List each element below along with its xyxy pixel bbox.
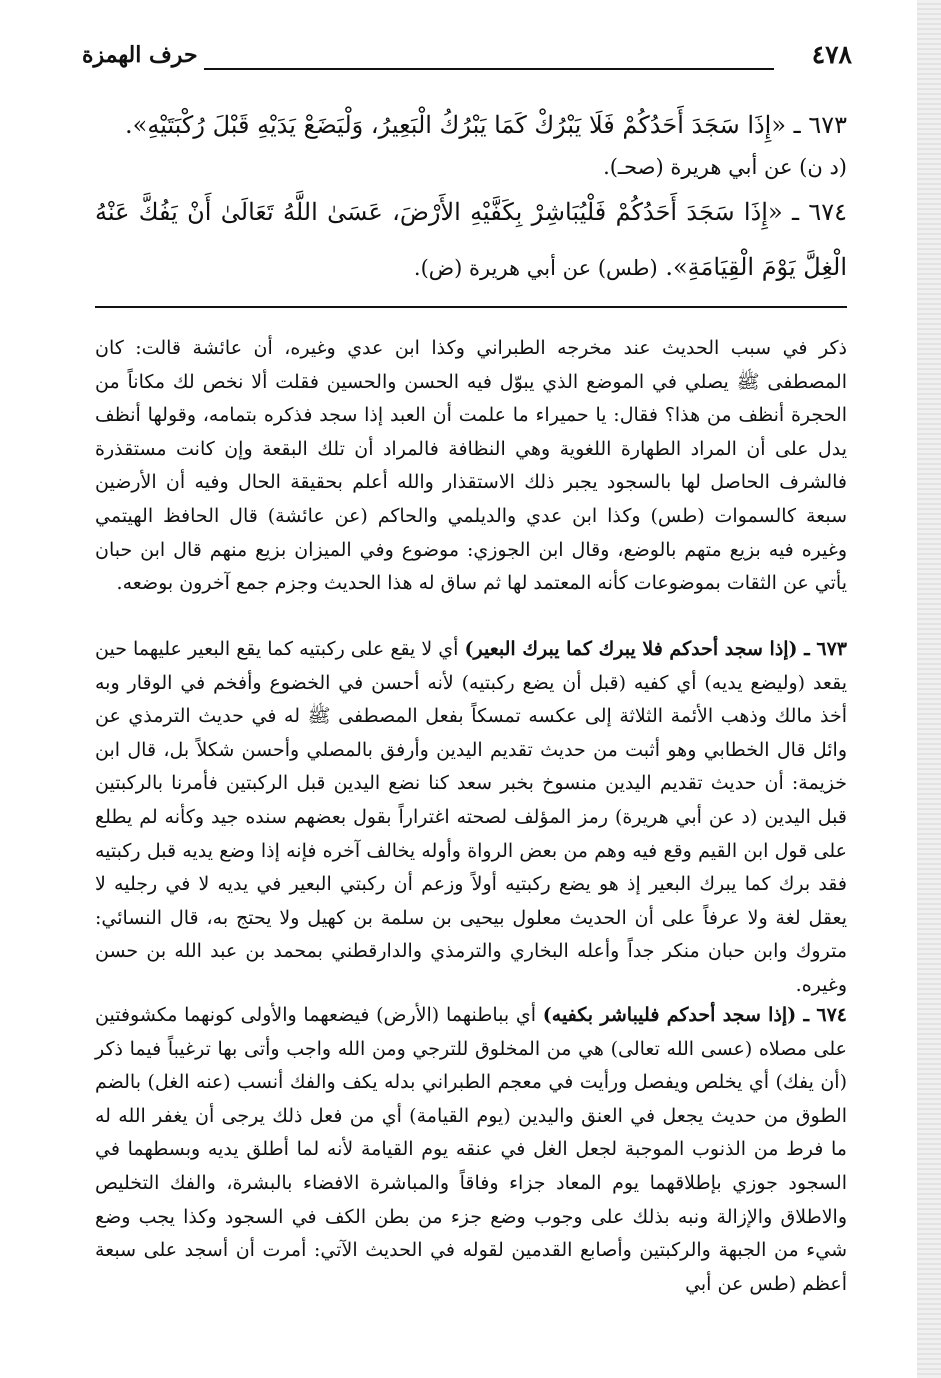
hadith-674-source: (طس) عن أبي هريرة (ض).: [413, 256, 658, 280]
page-header: [82, 40, 852, 76]
commentary-674-body: أي بباطنهما (الأرض) فيضعهما والأولى كونهما مكشوفتين على مصلاه (عسى الله تعالى) هي من المخلوق للترجي ومن الله واجب وأتى بها ترغيباً فيما ذكر (أن يفك) أي يخلص ويفصل ورأيت في معجم الطبراني بدله يكف والفك أنسب (عنه الغل) بالضم الطوق من حديث يجعل في العنق واليدين (يوم القيامة) أي من فعل ذلك يرجى أن يغفر الله له ما فرط من الذنوب الموجبة لجعل الغل في عنقه يوم القيامة لأنه لما أطلق يديه وبسطهما في السجود جوزي بإطلاقهما يوم المعاد جزاء وفاقاً والمباشرة الافضاء بالبشرة، والفك التخليص والاطلاق والإزالة ونبه بذلك على وجوب وضع جزء من بطن الكف في السجود وكذا يجب وضع شيء من الجبهة والركبتين وأصابع القدمين لقوله في الحديث الآتي: أمرت أن أسجد على سبعة أعظم (طس عن أبي: [95, 1004, 847, 1295]
commentary-674-lead: ٦٧٤ ـ (إذا سجد أحدكم فليباشر بكفيه): [542, 1004, 847, 1026]
page-number: ٤٧٨: [811, 40, 852, 69]
header-rule: [204, 68, 774, 70]
hadith-674-block: [95, 185, 847, 296]
commentary-paragraph-1: ذكر في سبب الحديث عند مخرجه الطبراني وكذا ابن عدي وغيره، أن عائشة قالت: كان المصطفى ﷺ يصلي في الموضع الذي يبوّل فيه الحسن والحسين فقلت ألا نخص لك مكاناً من الحجرة أنظف من هذا؟ فقال: يا حميراء ما علمت أن العبد إذا سجد فذكره بتمامه، وقولها أنظف يدل على أن المراد الطهارة اللغوية وهي النظافة فالمراد أن تلك البقعة وإن كانت مستقذرة فالشرف الحاصل لها بالسجود يجبر ذلك الاستقذار والله أعلم بحقيقة الحال وفيه أن الأرضين سبعة كالسموات (طس) وكذا ابن عدي والديلمي والحاكم (عن عائشة) قال الحافظ الهيتمي وغيره فيه بزيع متهم بالوضع، وقال ابن الجوزي: موضوع وفي الميزان بزيع منهم قال ابن حبان يأتي عن الثقات بموضوعات كأنه المعتمد لها ثم ساق له هذا الحديث وجزم جمع آخرون بوضعه.: [95, 337, 848, 595]
hadith-673-source: (د ن) عن أبي هريرة (صحـ).: [603, 155, 847, 179]
hadith-674-text: ٦٧٤ ـ «إِذَا سَجَدَ أَحَدُكُمْ فَلْيُبَاشِرْ بِكَفَّيْهِ الأَرْضَ، عَسَىٰ اللَّهُ تَعَالَىٰ أَنْ يَفُكَّ عَنْهُ الْغِلَّ يَوْمَ الْقِيَامَةِ».: [95, 198, 847, 281]
hadith-673-text: ٦٧٣ ـ «إِذَا سَجَدَ أَحَدُكُمْ فَلَا يَبْرُكْ كَمَا يَبْرُكُ الْبَعِيرُ، وَلْيَضَعْ يَدَيْهِ قَبْلَ رُكْبَتَيْهِ».: [125, 111, 847, 139]
commentary-673-lead: ٦٧٣ ـ (إذا سجد أحدكم فلا يبرك كما يبرك البعير): [464, 638, 848, 660]
section-divider: [95, 306, 847, 308]
page-edge-shadow: [917, 0, 941, 1378]
commentary-paragraph-673: [95, 633, 847, 1003]
commentary-673-body: أي لا يقع على ركبتيه كما يقع البعير عليهما حين يقعد (وليضع يديه) أي كفيه (قبل أن يضع ركبتيه) لأنه أحسن في الخضوع وأفخم في الوقار وبه أخذ مالك وذهب الأئمة الثلاثة إلى عكسه تمسكاً بفعل المصطفى ﷺ له في حديث الترمذي عن وائل قال الخطابي وهو أثبت من حديث تقديم اليدين وأرفق بالمصلي وأحسن شكلاً بل، قال ابن خزيمة: أن حديث تقديم اليدين منسوخ بخبر سعد كنا نضع اليدين قبل الركبتين فأمرنا بالركبتين قبل اليدين (د عن أبي هريرة) رمز المؤلف لصحته اغتراراً بقول بعضهم سنده جيد وكأنه لم يطلع على قول ابن القيم وقع فيه وهم من بعض الرواة وأوله يخالف آخره فإنه إذا وضع يديه قبل ركبتيه فقد برك كما يبرك البعير إذ هو يضع ركبتيه أولاً وزعم أن ركبتي البعير في يديه لا في رجليه لا يعقل لغة ولا عرفاً على أن الحديث معلول بيحيى بن سلمة بن كهيل ولا يحتج به، قال النسائي: متروك وابن حبان منكر جداً وأعله البخاري والترمذي والدارقطني بمحمد بن عبد الله بن حسن وغيره.: [95, 638, 847, 996]
commentary-paragraph-674: [95, 999, 847, 1301]
chapter-title: حرف الهمزة: [82, 42, 198, 68]
